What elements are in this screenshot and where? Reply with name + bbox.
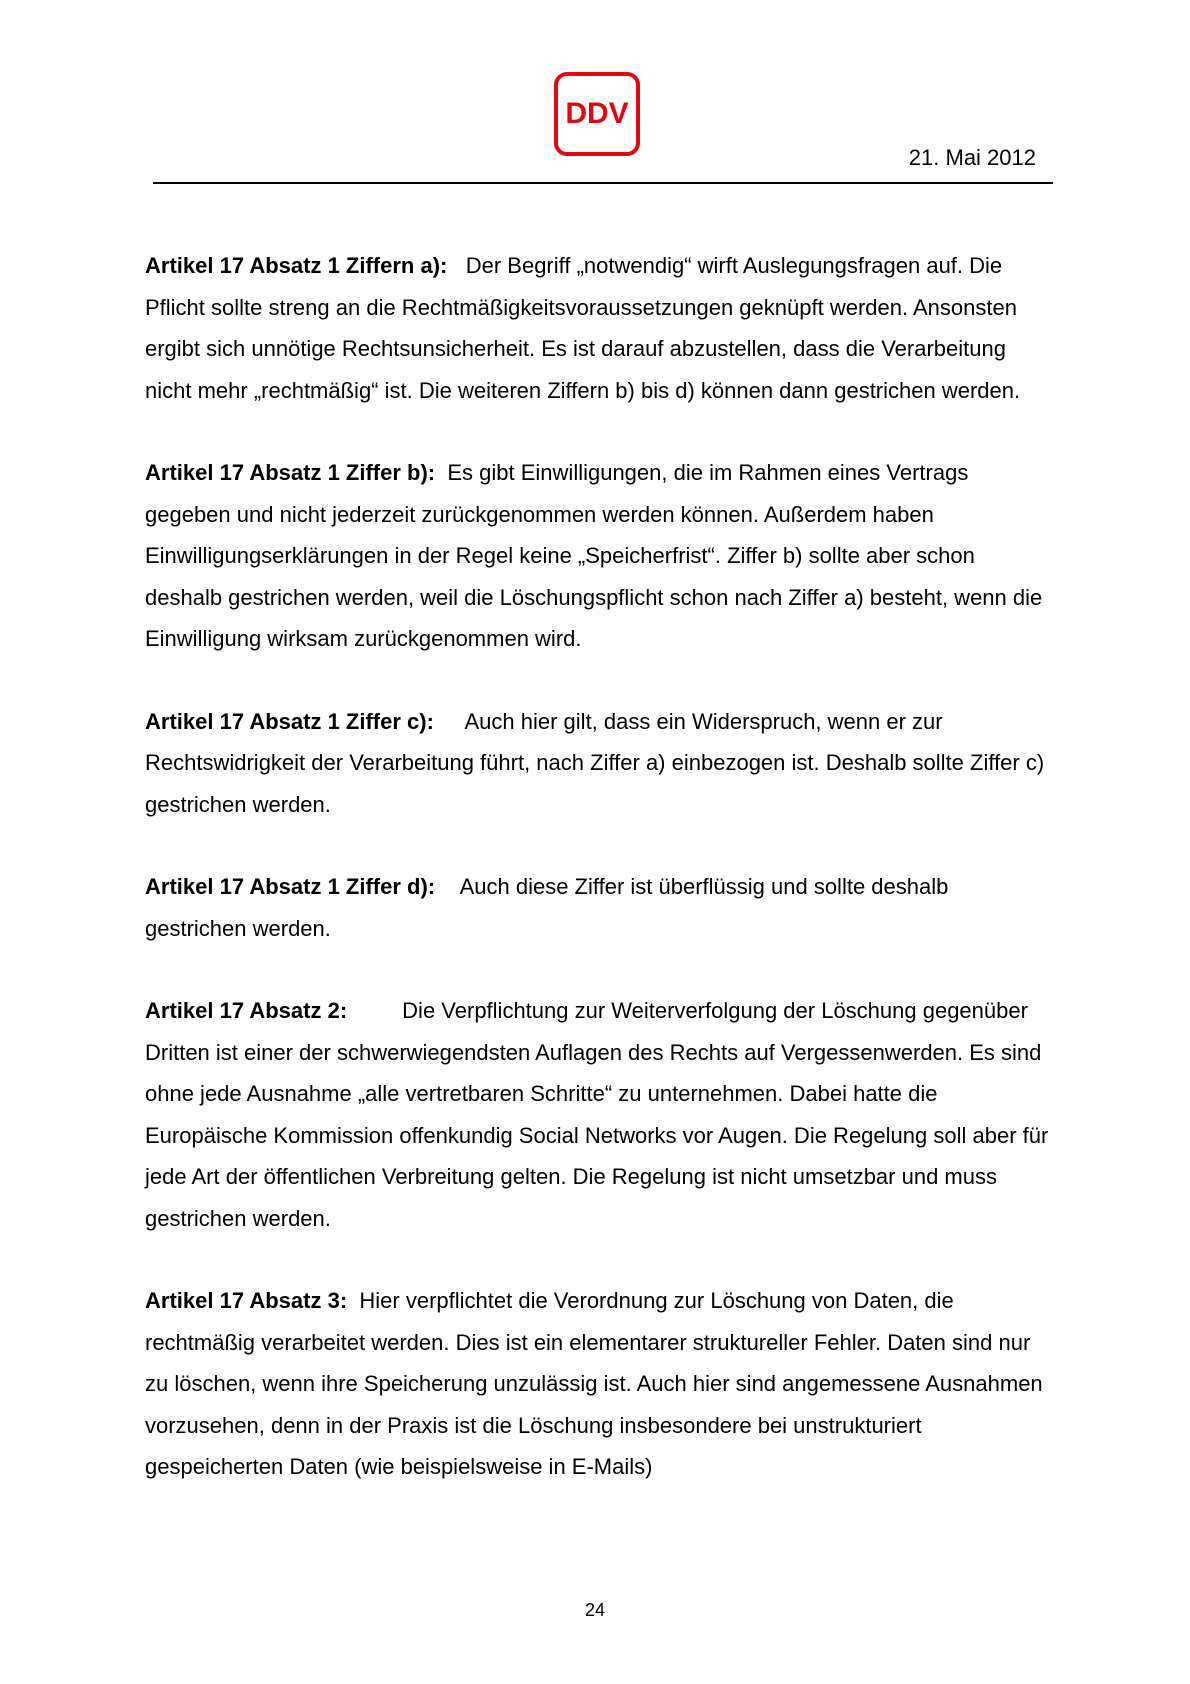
paragraph-text: Hier verpflichtet die Verordnung zur Löschung von Daten, die rechtmäßig verarbeitet werden. Dies ist ein elementarer struktureller Fehler. Daten sind nur zu löschen, wenn ihre Speicherung unzulässig ist. Auch hier sind angemessene Ausnahmen vorzusehen, denn in der Praxis ist die Löschung insbesondere bei unstrukturiert gespeicherten Daten (wie beispielsweise in E-Mails) (145, 1288, 1043, 1479)
paragraph-heading: Artikel 17 Absatz 3: (145, 1288, 348, 1313)
paragraph-text: Es gibt Einwilligungen, die im Rahmen eines Vertrags gegeben und nicht jederzeit zurückgenommen werden können. Außerdem haben Einwilligungserklärungen in der Regel keine „Speicherfrist“. Ziffer b) sollte aber schon deshalb gestrichen werden, weil die Löschungspflicht schon nach Ziffer a) besteht, wenn die Einwilligung wirksam zurückgenommen wird. (145, 460, 1043, 651)
paragraph-heading: Artikel 17 Absatz 2: (145, 998, 348, 1023)
paragraph-heading: Artikel 17 Absatz 1 Ziffer c): (145, 708, 434, 734)
paragraph-text: Auch diese Ziffer ist überflüssig und sollte deshalb gestrichen werden. (145, 874, 949, 941)
ddv-logo (554, 72, 640, 156)
paragraph-art17-3 (145, 1280, 1055, 1488)
page-number: 24 (584, 1600, 606, 1620)
document-body (145, 245, 1055, 1529)
paragraph-art17-1d (145, 866, 1055, 949)
header-divider (153, 182, 1053, 184)
paragraph-text: Auch hier gilt, dass ein Widerspruch, wenn er zur Rechtswidrigkeit der Verarbeitung führt, nach Ziffer a) einbezogen ist. Deshalb sollte Ziffer c) gestrichen werden. (145, 708, 1045, 817)
paragraph-heading: Artikel 17 Absatz 1 Ziffer b): (145, 460, 436, 485)
paragraph-text: Der Begriff „notwendig“ wirft Auslegungsfragen auf. Die Pflicht sollte streng an die Rechtmäßigkeitsvoraussetzungen geknüpft werden. Ansonsten ergibt sich unnötige Rechtsunsicherheit. Es ist darauf abzustellen, dass die Verarbeitung nicht mehr „rechtmäßig“ ist. Die weiteren Ziffern b) bis d) können dann gestrichen werden. (145, 253, 1021, 403)
svg-text:DDV: DDV (565, 97, 629, 130)
paragraph-heading: Artikel 17 Absatz 1 Ziffer d): (145, 874, 436, 899)
paragraph-art17-1b (145, 452, 1055, 660)
paragraph-text: Die Verpflichtung zur Weiterverfolgung der Löschung gegenüber Dritten ist einer der schwerwiegendsten Auflagen des Rechts auf Vergessenwerden. Es sind ohne jede Ausnahme „alle vertretbaren Schritte“ zu unternehmen. Dabei hatte die Europäische Kommission offenkundig Social Networks vor Augen. Die Regelung soll aber für jede Art der öffentlichen Verbreitung gelten. Die Regelung ist nicht umsetzbar und muss gestrichen werden. (145, 998, 1049, 1231)
paragraph-heading: Artikel 17 Absatz 1 Ziffern a): (145, 253, 448, 278)
paragraph-art17-1a (145, 245, 1055, 411)
paragraph-art17-2 (145, 990, 1055, 1239)
paragraph-art17-1c (145, 701, 1055, 826)
header-date: 21. Mai 2012 (908, 145, 1036, 170)
